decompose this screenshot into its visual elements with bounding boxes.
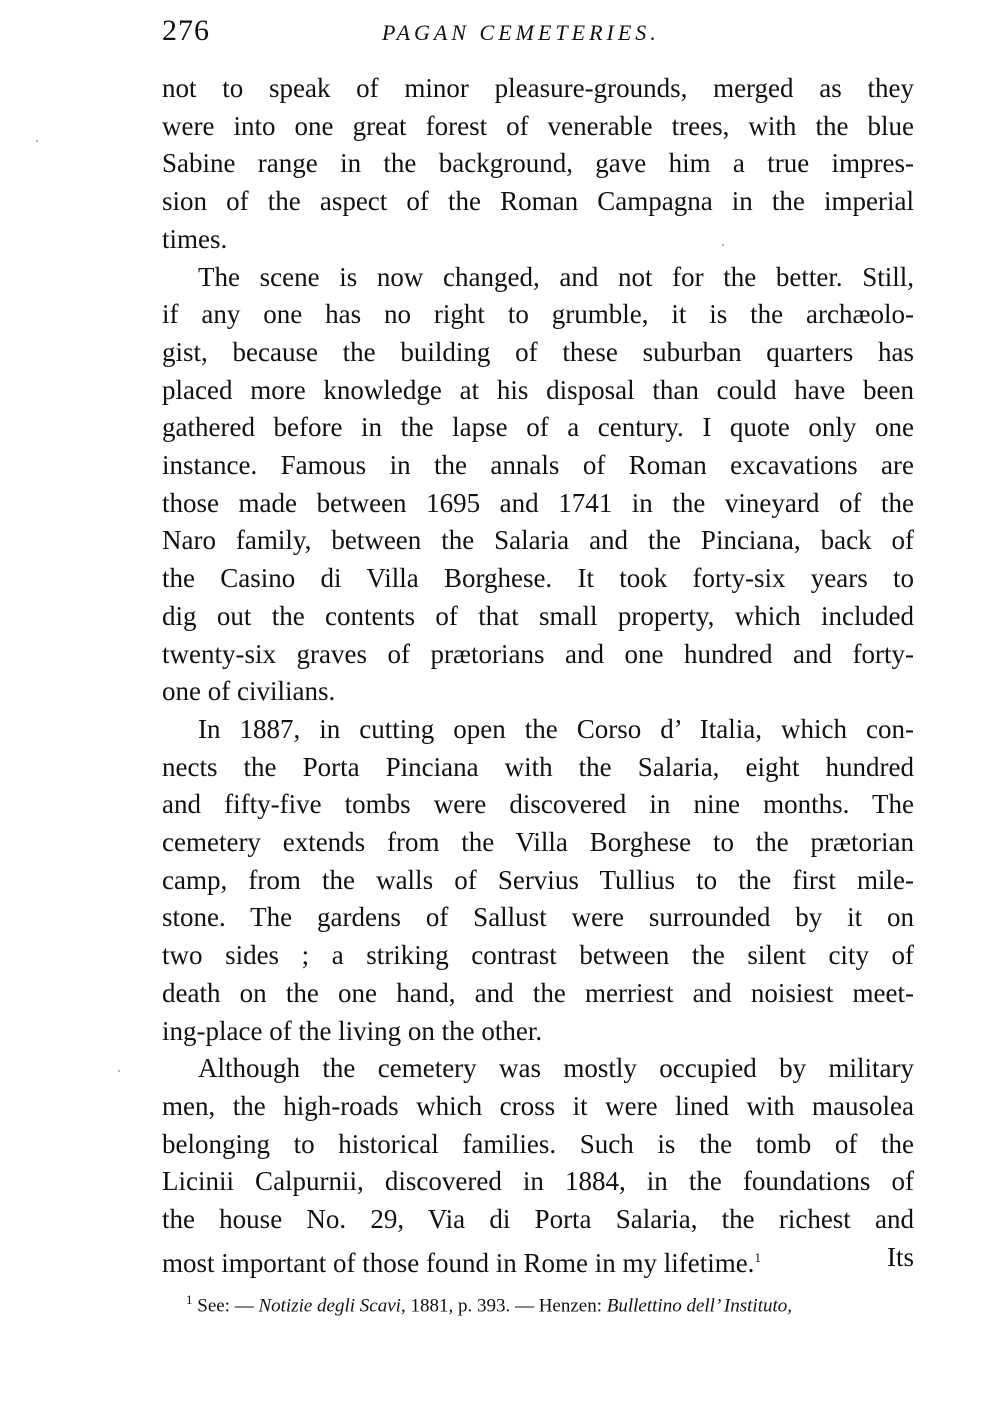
scan-speck bbox=[722, 244, 724, 246]
page-header bbox=[162, 14, 922, 50]
body-text bbox=[162, 70, 914, 1283]
text-line: stone. The gardens of Sallust were surrounded by it on bbox=[162, 902, 914, 933]
paragraph-4 bbox=[162, 1050, 914, 1282]
text-line-content: most important of those found in Rome in my lifetime. bbox=[162, 1247, 755, 1278]
text-line: two sides ; a striking contrast between the silent city of bbox=[162, 940, 914, 971]
footnote-marker[interactable]: 1 bbox=[754, 1249, 761, 1265]
text-line: the Casino di Villa Borghese. It took forty-six years to bbox=[162, 563, 914, 594]
running-head: PAGAN CEMETERIES. bbox=[382, 20, 660, 45]
footnote-number: 1 bbox=[186, 1292, 193, 1307]
text-line: gathered before in the lapse of a century. I quote only one bbox=[162, 412, 914, 443]
text-line: if any one has no right to grumble, it is the archæolo- bbox=[162, 299, 914, 330]
text-line: were into one great forest of venerable trees, with the blue bbox=[162, 110, 914, 141]
text-line: placed more knowledge at his disposal than could have been bbox=[162, 374, 914, 405]
text-line: Although the cemetery was mostly occupied by military bbox=[198, 1053, 914, 1084]
text-line: Licinii Calpurnii, discovered in 1884, in the foundations of bbox=[162, 1166, 914, 1197]
text-line: dig out the contents of that small property, which included bbox=[162, 600, 914, 631]
text-line: death on the one hand, and the merriest and noisiest meet- bbox=[162, 977, 914, 1008]
footnote bbox=[186, 1292, 926, 1317]
text-line: those made between 1695 and 1741 in the vineyard of the bbox=[162, 487, 914, 518]
text-line-with-footnote bbox=[162, 1239, 914, 1283]
text-line: camp, from the walls of Servius Tullius to the first mile- bbox=[162, 864, 914, 895]
text-line: times. bbox=[162, 223, 228, 254]
text-line: men, the high-roads which cross it were lined with mausolea bbox=[162, 1090, 914, 1121]
scan-speck bbox=[36, 140, 38, 142]
text-line: gist, because the building of these suburban quarters has bbox=[162, 336, 914, 367]
paragraph-3 bbox=[162, 711, 914, 1050]
text-line: twenty-six graves of prætorians and one hundred and forty- bbox=[162, 638, 914, 669]
footnote-source-one: Notizie degli Scavi bbox=[258, 1295, 401, 1317]
text-line: cemetery extends from the Villa Borghese to the prætorian bbox=[162, 827, 914, 858]
text-line-end: Its bbox=[887, 1241, 914, 1272]
text-line: instance. Famous in the annals of Roman excavations are bbox=[162, 450, 914, 481]
text-line: and fifty-five tombs were discovered in nine months. The bbox=[162, 789, 914, 820]
scan-speck bbox=[118, 1070, 120, 1072]
text-line: The scene is now changed, and not for the better. Still, bbox=[198, 261, 914, 292]
paragraph-2 bbox=[162, 259, 914, 711]
text-line: nects the Porta Pinciana with the Salaria, eight hundred bbox=[162, 751, 914, 782]
footnote-prefix: See: — bbox=[197, 1295, 254, 1317]
text-line: the house No. 29, Via di Porta Salaria, the richest and bbox=[162, 1204, 914, 1235]
text-line: belonging to historical families. Such is the tomb of the bbox=[162, 1128, 914, 1159]
footnote-source-two: Bullettino dell’ Instituto, bbox=[606, 1295, 792, 1317]
text-line: ing-place of the living on the other. bbox=[162, 1015, 543, 1046]
text-line: Naro family, between the Salaria and the Pinciana, back of bbox=[162, 525, 914, 556]
text-line: one of civilians. bbox=[162, 676, 336, 707]
page-number: 276 bbox=[162, 14, 210, 47]
text-line: In 1887, in cutting open the Corso d’ Italia, which con- bbox=[198, 713, 914, 744]
text-line: Sabine range in the background, gave him a true impres- bbox=[162, 148, 914, 179]
text-line: sion of the aspect of the Roman Campagna in the imperial bbox=[162, 186, 914, 217]
text-line: not to speak of minor pleasure-grounds, merged as they bbox=[162, 73, 914, 103]
paragraph-1 bbox=[162, 70, 914, 259]
footnote-middle: , 1881, p. 393. — Henzen: bbox=[400, 1295, 603, 1317]
text-line-segment bbox=[162, 1239, 761, 1283]
